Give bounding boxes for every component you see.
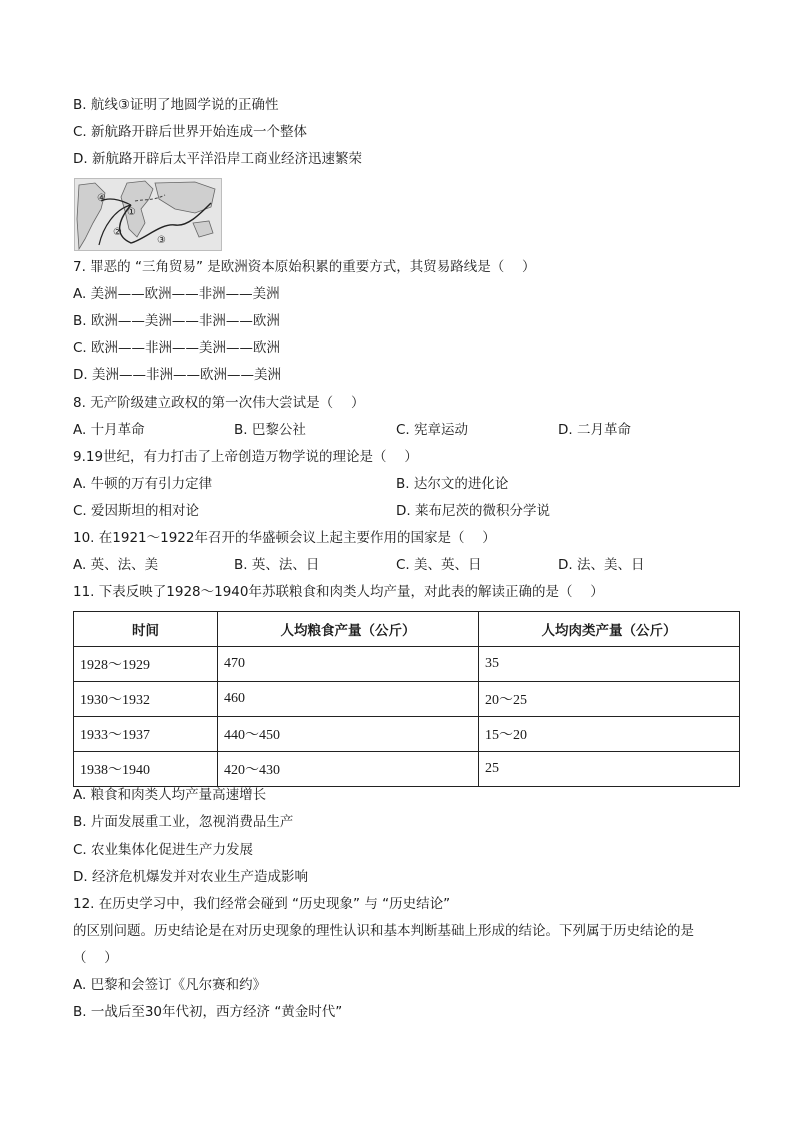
q11-option-c: C. 农业集体化促进生产力发展 [73,842,254,858]
q7-option-c: C. 欧洲——非洲——美洲——欧洲 [73,340,281,356]
q9-stem: 9.19世纪，有力打击了上帝创造万物学说的理论是（ ） [73,449,418,465]
table-header: 人均粮食产量（公斤） [218,612,479,647]
table-cell: 35 [479,647,740,682]
table-cell: 1938～1940 [74,752,218,787]
table-cell: 420～430 [218,752,479,787]
q6-option-c: C. 新航路开辟后世界开始连成一个整体 [73,124,308,140]
q7-stem: 7. 罪恶的 “三角贸易” 是欧洲资本原始积累的重要方式，其贸易路线是（ ） [73,259,536,275]
q11-option-a: A. 粮食和肉类人均产量高速增长 [73,787,267,803]
route-label-3: ③ [157,235,166,246]
q11-option-b: B. 片面发展重工业，忽视消费品生产 [73,814,294,830]
q8-option-b: B. 巴黎公社 [234,422,306,438]
q8-stem: 8. 无产阶级建立政权的第一次伟大尝试是（ ） [73,395,365,411]
q8-option-c: C. 宪章运动 [396,422,469,438]
q12-option-b: B. 一战后至30年代初，西方经济 “黄金时代” [73,1004,343,1020]
table-row [74,682,740,717]
q7-option-d: D. 美洲——非洲——欧洲——美洲 [73,367,281,383]
q12-stem-line2: 的区别问题。历史结论是在对历史现象的理性认识和基本判断基础上形成的结论。下列属于历史结论的是 [73,923,694,939]
q12-stem-line3: （ ） [73,950,118,966]
q7-option-a: A. 美洲——欧洲——非洲——美洲 [73,286,280,302]
q12-option-a: A. 巴黎和会签订《凡尔赛和约》 [73,977,267,993]
table-header-row [74,612,740,647]
q9-option-d: D. 莱布尼茨的微积分学说 [396,503,550,519]
q12-stem-line1: 12. 在历史学习中，我们经常会碰到 “历史现象” 与 “历史结论” [73,896,451,912]
q9-option-c: C. 爱因斯坦的相对论 [73,503,200,519]
q10-option-d: D. 法、美、日 [558,557,645,573]
grain-meat-table [73,611,740,787]
table-cell: 1933～1937 [74,717,218,752]
table-cell: 25 [479,752,740,787]
q10-option-c: C. 美、英、日 [396,557,482,573]
q10-stem: 10. 在1921～1922年召开的华盛顿会议上起主要作用的国家是（ ） [73,530,496,546]
table-cell: 15～20 [479,717,740,752]
table-cell: 470 [218,647,479,682]
route-label-1: ① [127,207,136,218]
route-label-2: ② [113,227,122,238]
q6-option-b: B. 航线③证明了地圆学说的正确性 [73,97,279,113]
route-label-4: ④ [97,193,106,204]
q10-option-a: A. 英、法、美 [73,557,159,573]
route-map-drawing [75,179,221,250]
route-map-image [74,178,222,251]
table-cell: 1928～1929 [74,647,218,682]
table-cell: 460 [218,682,479,717]
table-header: 时间 [74,612,218,647]
table-row [74,717,740,752]
q8-option-a: A. 十月革命 [73,422,145,438]
table-row [74,647,740,682]
q11-stem: 11. 下表反映了1928～1940年苏联粮食和肉类人均产量，对此表的解读正确的是（ ） [73,584,604,600]
table-row [74,752,740,787]
table-header: 人均肉类产量（公斤） [479,612,740,647]
q10-option-b: B. 英、法、日 [234,557,320,573]
q9-option-a: A. 牛顿的万有引力定律 [73,476,213,492]
q8-option-d: D. 二月革命 [558,422,631,438]
table-cell: 20～25 [479,682,740,717]
table-cell: 1930～1932 [74,682,218,717]
q9-option-b: B. 达尔文的进化论 [396,476,509,492]
table-cell: 440～450 [218,717,479,752]
q7-option-b: B. 欧洲——美洲——非洲——欧洲 [73,313,280,329]
q11-option-d: D. 经济危机爆发并对农业生产造成影响 [73,869,308,885]
q6-option-d: D. 新航路开辟后太平洋沿岸工商业经济迅速繁荣 [73,151,362,167]
